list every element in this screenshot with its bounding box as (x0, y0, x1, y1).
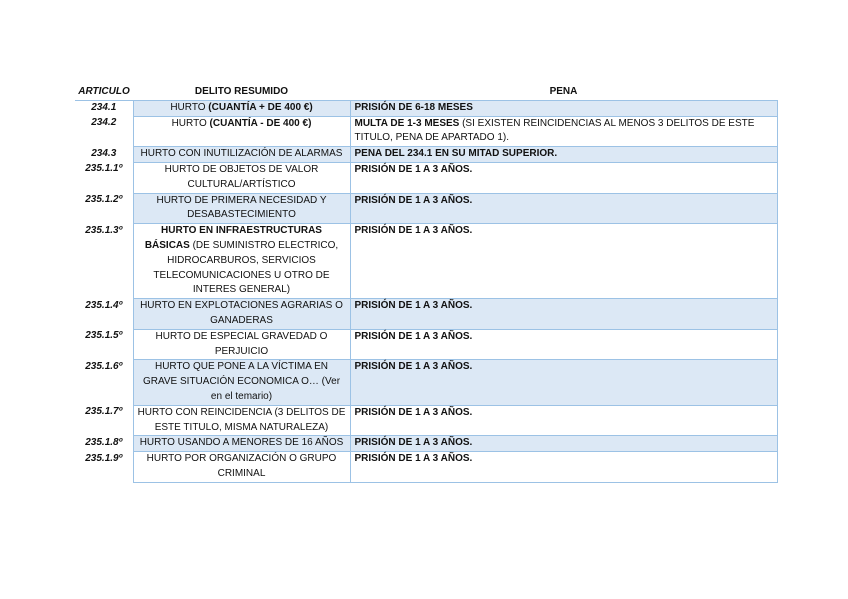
articulo-cell: 235.1.3º (85, 224, 123, 236)
table-row (75, 405, 777, 436)
articulo-cell: 235.1.7º (85, 406, 123, 418)
pena-cell (350, 193, 777, 224)
delito-text: HURTO USANDO A MENORES DE 16 AÑOS (139, 437, 344, 449)
pena-bold-text: PRISIÓN DE 6-18 MESES (354, 101, 473, 113)
pena-cell (350, 100, 777, 116)
header-articulo: ARTICULO (75, 85, 133, 100)
pena-cell (350, 299, 777, 330)
pena-rest-text: (SI EXISTEN REINCIDENCIAS AL MENOS 3 DELITOS DE ESTE TITULO, PENA DE APARTADO 1). (354, 117, 755, 144)
delito-bold-text: (CUANTÍA - DE 400 €) (209, 117, 312, 129)
pena-cell (350, 329, 777, 360)
delito-text: HURTO CON INUTILIZACIÓN DE ALARMAS (140, 148, 343, 160)
delito-cell (133, 116, 350, 147)
pena-bold-text: PRISIÓN DE 1 A 3 AÑOS. (354, 361, 473, 373)
table-row (75, 162, 777, 193)
table-row (75, 329, 777, 360)
pena-bold-text: PRISIÓN DE 1 A 3 AÑOS. (354, 330, 473, 342)
articulo-cell: 234.1 (91, 101, 117, 113)
table-row (75, 224, 777, 299)
pena-cell (350, 360, 777, 405)
pena-bold-text: PRISIÓN DE 1 A 3 AÑOS. (354, 300, 473, 312)
delito-text: HURTO DE OBJETOS DE VALOR CULTURAL/ARTÍSTICO (164, 163, 319, 190)
delito-cell (133, 162, 350, 193)
delito-cell (133, 299, 350, 330)
pena-bold-text: PENA DEL 234.1 EN SU MITAD SUPERIOR. (354, 148, 558, 160)
table-row (75, 116, 777, 147)
table-row (75, 436, 777, 452)
delito-bold-text: (CUANTÍA + DE 400 €) (208, 101, 313, 113)
pena-cell (350, 405, 777, 436)
delito-text: HURTO CON REINCIDENCIA (3 DELITOS DE ESTE TITULO, MISMA NATURALEZA) (137, 406, 346, 433)
articulo-cell: 234.2 (91, 117, 117, 129)
articulo-cell: 235.1.9º (85, 452, 123, 464)
table-row (75, 452, 777, 483)
delito-cell (133, 360, 350, 405)
table-row (75, 360, 777, 405)
pena-bold-text: PRISIÓN DE 1 A 3 AÑOS. (354, 453, 473, 465)
pena-bold-text: PRISIÓN DE 1 A 3 AÑOS. (354, 406, 473, 418)
table-header-row (75, 85, 777, 100)
pena-bold-text: MULTA DE 1-3 MESES (354, 117, 460, 129)
delito-cell (133, 436, 350, 452)
delito-bold-text: HURTO EN INFRAESTRUCTURAS BÁSICAS (144, 225, 322, 251)
pena-cell (350, 162, 777, 193)
pena-bold-text: PRISIÓN DE 1 A 3 AÑOS. (354, 194, 473, 206)
delito-text: HURTO DE ESPECIAL GRAVEDAD O PERJUICIO (155, 330, 328, 357)
delito-text: HURTO DE PRIMERA NECESIDAD Y DESABASTECIMIENTO (156, 194, 327, 221)
articulo-cell: 235.1.6º (85, 360, 123, 372)
pena-cell (350, 224, 777, 299)
table-row (75, 147, 777, 163)
delito-text: HURTO EN EXPLOTACIONES AGRARIAS O GANADERAS (140, 300, 343, 326)
articulo-cell: 235.1.5º (85, 330, 123, 342)
delito-cell (133, 100, 350, 116)
header-delito: DELITO RESUMIDO (133, 85, 350, 100)
delito-rest-text: (DE SUMINISTRO ELECTRICO, HIDROCARBUROS, SERVICIOS TELECOMUNICACIONES U OTRO DE INTERES GENERAL) (153, 239, 339, 296)
pena-bold-text: PRISIÓN DE 1 A 3 AÑOS. (354, 437, 473, 449)
delito-cell (133, 452, 350, 483)
delito-text: HURTO POR ORGANIZACIÓN O GRUPO CRIMINAL (146, 453, 337, 479)
articulo-cell: 234.3 (91, 147, 117, 159)
pena-cell (350, 116, 777, 147)
pena-cell (350, 436, 777, 452)
header-pena: PENA (350, 85, 777, 100)
delito-cell (133, 193, 350, 224)
penalties-table (75, 85, 778, 483)
table-row (75, 193, 777, 224)
pena-bold-text: PRISIÓN DE 1 A 3 AÑOS. (354, 225, 473, 237)
delito-text: HURTO (171, 117, 210, 129)
delito-cell (133, 329, 350, 360)
pena-cell (350, 147, 777, 163)
pena-bold-text: PRISIÓN DE 1 A 3 AÑOS. (354, 163, 473, 175)
articulo-cell: 235.1.8º (85, 436, 123, 448)
delito-text: HURTO (170, 101, 209, 113)
delito-cell (133, 224, 350, 299)
table-row (75, 100, 777, 116)
articulo-cell: 235.1.2º (85, 194, 123, 206)
articulo-cell: 235.1.4º (85, 299, 123, 311)
delito-cell (133, 147, 350, 163)
articulo-cell: 235.1.1º (85, 163, 123, 175)
pena-cell (350, 452, 777, 483)
delito-cell (133, 405, 350, 436)
delito-text: HURTO QUE PONE A LA VÍCTIMA EN GRAVE SITUACIÓN ECONOMICA O… (Ver en el temario) (142, 361, 341, 402)
table-row (75, 299, 777, 330)
